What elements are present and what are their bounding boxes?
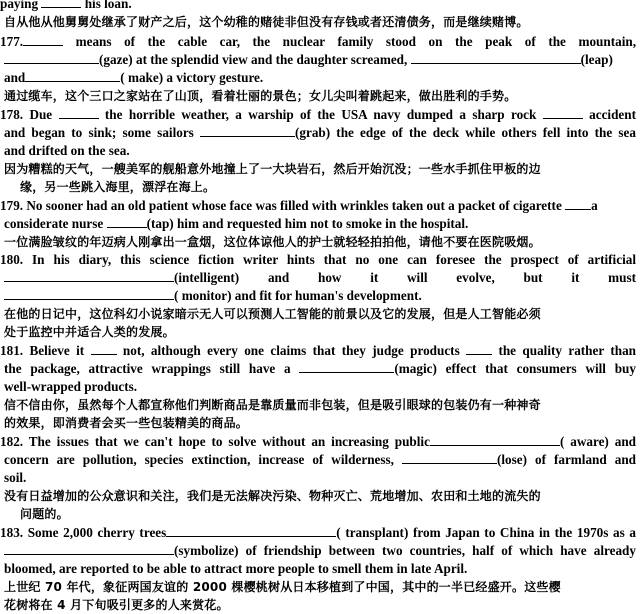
chinese-translation: 的效果，即消费者会买一些包装精美的商品。 xyxy=(4,416,249,430)
chinese-translation: 自从他从他舅舅处继承了财产之后，这个幼稚的赌徒非但没有存钱或者还清债务，而是继续赌博。 xyxy=(4,15,529,29)
question-182: 182. The issues that we can't hope to solve without an increasing public ( aware) and xyxy=(0,434,636,449)
answer-blank[interactable] xyxy=(4,51,99,64)
chinese-translation: 缘，另一些跳入海里，漂浮在海上。 xyxy=(20,180,216,194)
answer-blank[interactable] xyxy=(299,360,394,373)
answer-blank[interactable] xyxy=(91,342,117,355)
chinese-translation: 花树将在 4 月下旬吸引更多的人来赏花。 xyxy=(4,598,229,612)
chinese-translation: 因为糟糕的天气，一艘美军的舰船意外地撞上了一大块岩石，然后开始沉没；一些水手抓住甲板的边 xyxy=(4,162,541,176)
chinese-translation: 没有日益增加的公众意识和关注，我们是无法解决污染、物种灭亡、荒地增加、农田和土地的流失的 xyxy=(4,489,541,503)
exercise-line: and ( make) a victory gesture. xyxy=(4,70,264,85)
exercise-line: (intelligent) and how it will evolve, but it must xyxy=(4,269,636,287)
chinese-translation: 问题的。 xyxy=(20,507,69,521)
answer-blank[interactable] xyxy=(23,33,63,46)
answer-blank[interactable] xyxy=(543,106,583,119)
question-177: 177. means of the cable car, the nuclear family stood on the peak of the mountain, xyxy=(0,34,636,49)
exercise-line: and began to sink; some sailors (grab) the edge of the deck while others fell into the sea xyxy=(4,125,636,140)
question-181: 181. Believe it not, although every one claims that they judge products the quality rather than xyxy=(0,343,636,358)
answer-blank[interactable] xyxy=(4,269,174,282)
question-179: 179. No sooner had an old patient whose face was filled with wrinkles taken out a packet of cigarette a xyxy=(0,198,598,213)
exercise-line: paying his loan. xyxy=(0,0,636,13)
answer-blank[interactable] xyxy=(59,106,99,119)
answer-blank[interactable] xyxy=(430,433,560,446)
answer-blank[interactable] xyxy=(166,524,336,537)
answer-blank[interactable] xyxy=(411,51,581,64)
exercise-line: bloomed, are reported to be able to attract more people to smell them in late April. xyxy=(4,561,468,576)
chinese-translation: 一位满脸皱纹的年迈病人刚拿出一盒烟，这位体谅他人的护士就轻轻拍拍他，请他不要在医院吸烟。 xyxy=(4,235,541,249)
exercise-line: (gaze) at the splendid view and the daughter screamed, (leap) xyxy=(4,51,640,69)
answer-blank[interactable] xyxy=(25,69,120,82)
answer-blank[interactable] xyxy=(4,542,174,555)
exercise-line: (symbolize) of friendship between two countries, half of which have already xyxy=(4,542,636,560)
exercise-line: the package, attractive wrappings still have a (magic) effect that consumers will buy xyxy=(4,361,636,376)
chinese-translation: 在他的日记中，这位科幻小说家暗示无人可以预测人工智能的前景以及它的发展，但是人工智能必须 xyxy=(4,307,541,321)
chinese-translation: 处于监控中并适合人类的发展。 xyxy=(4,325,175,339)
answer-blank[interactable] xyxy=(41,0,81,8)
question-183: 183. Some 2,000 cherry trees ( transplant) from Japan to China in the 1970s as a xyxy=(0,525,636,540)
chinese-translation: 通过缆车，这个三口之家站在了山顶，看着壮丽的景色；女儿尖叫着跳起来，做出胜利的手势。 xyxy=(4,89,517,103)
question-178: 178. Due the horrible weather, a warship of the USA navy dumped a sharp rock accident xyxy=(0,107,636,122)
exercise-line: soil. xyxy=(4,470,27,485)
answer-blank[interactable] xyxy=(107,215,147,228)
chinese-translation: 上世纪 70 年代，象征两国友谊的 2000 棵樱桃树从日本移植到了中国，其中的一半已经盛开。这些樱 xyxy=(4,580,561,594)
answer-blank[interactable] xyxy=(4,287,174,300)
exercise-line: concern are pollution, species extinction, increase of wilderness, (lose) of farmland and xyxy=(4,452,636,467)
answer-blank[interactable] xyxy=(565,197,591,210)
exercise-line: and drifted on the sea. xyxy=(4,143,130,158)
answer-blank[interactable] xyxy=(200,124,295,137)
chinese-translation: 信不信由你，虽然每个人都宣称他们判断商品是靠质量而非包装，但是吸引眼球的包装仍有一种神奇 xyxy=(4,398,541,412)
exercise-line: ( monitor) and fit for human's development. xyxy=(4,287,640,305)
answer-blank[interactable] xyxy=(466,342,492,355)
answer-blank[interactable] xyxy=(402,451,497,464)
exercise-line: well-wrapped products. xyxy=(4,379,138,394)
exercise-line: considerate nurse (tap) him and requested him not to smoke in the hospital. xyxy=(4,216,469,231)
question-180: 180. In his diary, this science fiction writer hints that no one can foresee the prospect of artificial xyxy=(0,252,636,267)
